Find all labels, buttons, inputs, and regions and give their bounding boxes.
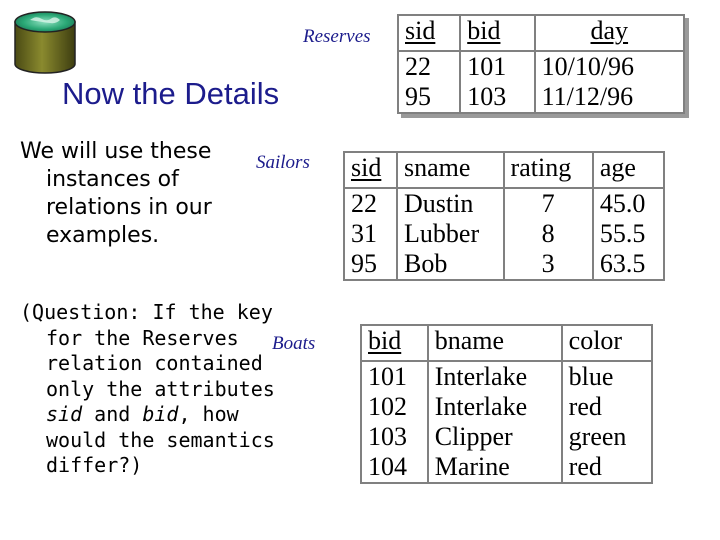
boats-header-bid: bid [361,325,428,361]
table-row [361,452,652,483]
table-cell: 103 [460,82,534,113]
table-cell: 7 [504,188,593,219]
reserves-table [397,14,685,114]
table-cell: 101 [460,51,534,82]
question-line: differ?) [46,453,143,477]
table-cell: red [562,452,652,483]
reserves-label: Reserves [303,26,371,47]
table-cell: Dustin [397,188,504,219]
attr-sid: sid [46,402,83,426]
question-line: only the attributes [46,376,275,401]
boats-table [360,324,653,484]
reserves-header-sid: sid [398,15,460,51]
table-cell: 104 [361,452,428,483]
table-cell: Bob [397,249,504,280]
boats-header-color: color [562,325,652,361]
intro-text [20,138,245,250]
table-row [344,188,664,219]
boats-header-bname: bname [428,325,562,361]
table-cell: green [562,422,652,452]
table-cell: 102 [361,392,428,422]
sailors-header-rating: rating [504,152,593,188]
table-cell: blue [562,361,652,392]
sailors-header-sname: sname [397,152,504,188]
sailors-label: Sailors [256,152,310,173]
table-cell: 45.0 [593,188,664,219]
table-cell: 3 [504,249,593,280]
table-row [398,82,684,113]
table-row [344,219,664,249]
question-line: for the Reserves [46,325,239,350]
question-connector: and [82,402,143,426]
question-text [20,300,275,479]
table-row [361,361,652,392]
table-cell: red [562,392,652,422]
table-row [344,249,664,280]
question-connector: , how [178,402,239,426]
table-cell: Interlake [428,361,562,392]
table-cell: 55.5 [593,219,664,249]
table-cell: Clipper [428,422,562,452]
intro-line: relations in our [46,195,212,220]
attr-bid: bid [142,402,179,426]
sailors-header-sid: sid [344,152,397,188]
intro-line: We will use these [20,139,212,164]
table-row [361,422,652,452]
table-cell: 11/12/96 [535,82,684,113]
slide-title: Now the Details [62,76,280,111]
question-line: would the semantics [46,427,275,452]
question-line: relation contained [46,351,263,375]
reserves-header-bid: bid [460,15,534,51]
reserves-header-day: day [535,15,684,51]
database-icon [12,8,78,76]
question-line [20,402,275,428]
table-cell: 95 [344,249,397,280]
intro-line: examples. [46,223,160,248]
table-cell: 10/10/96 [535,51,684,82]
table-cell: Lubber [397,219,504,249]
sailors-table [343,151,665,281]
table-cell: 103 [361,422,428,452]
sailors-header-age: age [593,152,664,188]
table-cell: 101 [361,361,428,392]
table-cell: 63.5 [593,249,664,280]
intro-line: instances of [46,167,179,192]
table-cell: 22 [398,51,460,82]
table-cell: Interlake [428,392,562,422]
table-cell: 31 [344,219,397,249]
table-cell: 8 [504,219,593,249]
question-line: (Question: If the key [20,300,273,324]
table-cell: 22 [344,188,397,219]
table-cell: 95 [398,82,460,113]
table-row [361,392,652,422]
boats-label: Boats [272,333,316,354]
table-row [398,51,684,82]
table-cell: Marine [428,452,562,483]
